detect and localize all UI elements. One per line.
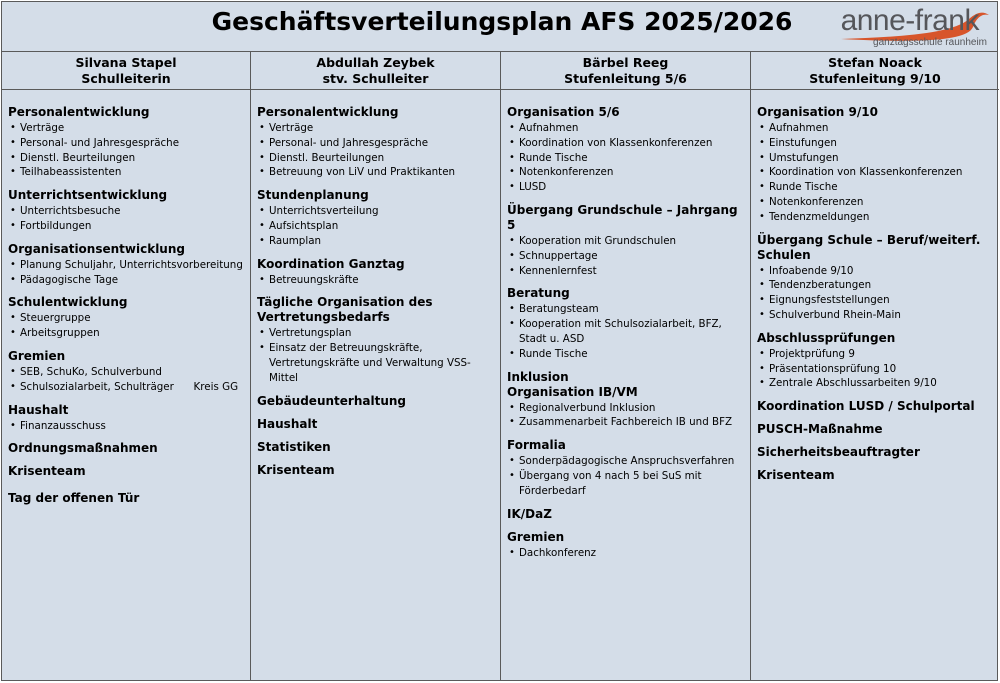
person-role: Stufenleitung 9/10	[809, 71, 941, 86]
section	[757, 445, 993, 460]
column-schulleiterin	[2, 52, 251, 681]
list-item: • Fortbildungen	[8, 219, 244, 234]
section	[507, 203, 744, 278]
list-item: • SEB, SchuKo, Schulverbund	[8, 365, 244, 380]
section-title: Ordnungsmaßnahmen	[8, 441, 158, 456]
section	[8, 441, 244, 456]
section	[757, 233, 993, 323]
section-title: Sicherheitsbeauftragter	[757, 445, 920, 460]
list-item: • Personal- und Jahresgespräche	[257, 136, 494, 151]
section-title: Beratung	[507, 286, 570, 301]
section	[8, 242, 244, 288]
section-title: IK/DaZ	[507, 506, 552, 521]
section-title: Unterrichtsentwicklung	[8, 188, 168, 203]
section-title: Krisenteam	[757, 468, 835, 483]
column-header	[251, 52, 500, 90]
list-item: • Personal- und Jahresgespräche	[8, 136, 244, 151]
list-item: • Unterrichtsbesuche	[8, 204, 244, 219]
list-item: • LUSD	[507, 180, 744, 195]
section-title: Personalentwicklung	[8, 105, 150, 119]
section-list	[507, 234, 744, 278]
section-title: Krisenteam	[8, 464, 86, 479]
section	[257, 295, 494, 385]
list-item: • Sonderpädagogische Anspruchsverfahren	[507, 454, 744, 469]
section	[257, 440, 494, 455]
section-list	[257, 326, 494, 385]
column-stufenleitung-5-6	[501, 52, 751, 681]
list-item: • Notenkonferenzen	[757, 195, 993, 210]
list-item: • Schulsozialarbeit, Schulträger Kreis GG	[8, 380, 244, 395]
list-item: • Kooperation mit Schulsozialarbeit, BFZ, Stadt u. ASD	[507, 317, 744, 347]
section-list	[757, 121, 993, 225]
list-item: • Schnuppertage	[507, 249, 744, 264]
section-list	[257, 121, 494, 180]
distribution-plan	[1, 1, 998, 681]
list-item: • Runde Tische	[507, 151, 744, 166]
list-item: • Runde Tische	[507, 347, 744, 362]
section	[257, 394, 494, 409]
section-title: Gebäudeunterhaltung	[257, 393, 406, 408]
section-title: Statistiken	[257, 439, 331, 454]
list-item: • Arbeitsgruppen	[8, 326, 244, 341]
list-item: • Umstufungen	[757, 151, 993, 166]
list-item: • Zusammenarbeit Fachbereich IB und BFZ	[507, 415, 744, 430]
section	[507, 438, 744, 498]
section	[757, 399, 993, 414]
list-item: • Schulverbund Rhein-Main	[757, 308, 993, 323]
section-title: Übergang Grundschule – Jahrgang 5	[507, 202, 738, 232]
section-title: Gremien	[8, 348, 66, 363]
section	[507, 370, 744, 431]
section-title: Formalia	[507, 438, 566, 453]
list-item: • Koordination von Klassenkonferenzen	[757, 165, 993, 180]
section-title: Organisation 5/6	[507, 105, 620, 119]
section-title: Inklusion Organisation IB/VM	[507, 369, 638, 399]
column-header	[2, 52, 250, 90]
list-item: • Eignungsfeststellungen	[757, 293, 993, 308]
section	[757, 331, 993, 391]
list-item: • Aufnahmen	[507, 121, 744, 136]
section-title: Krisenteam	[257, 462, 335, 477]
title-bar	[2, 2, 997, 52]
section-title: Abschlussprüfungen	[757, 330, 896, 345]
list-item: • Raumplan	[257, 234, 494, 249]
section	[257, 257, 494, 288]
list-item: • Vertretungsplan	[257, 326, 494, 341]
list-item: • Kooperation mit Grundschulen	[507, 234, 744, 249]
column-body	[251, 90, 500, 478]
list-item: • Betreuungskräfte	[257, 273, 494, 288]
section	[757, 422, 993, 437]
section	[257, 417, 494, 432]
list-item: • Dachkonferenz	[507, 546, 744, 561]
page-title: Geschäftsverteilungsplan AFS 2025/2026	[211, 7, 793, 36]
list-item: • Unterrichtsverteilung	[257, 204, 494, 219]
section	[8, 491, 244, 506]
list-item: • Runde Tische	[757, 180, 993, 195]
section-list	[507, 454, 744, 498]
section-list	[507, 302, 744, 361]
list-item: • Tendenzmeldungen	[757, 210, 993, 225]
section	[257, 463, 494, 478]
person-name: Abdullah Zeybek	[316, 55, 435, 70]
section	[8, 403, 244, 434]
section	[507, 286, 744, 361]
section-title: Haushalt	[257, 416, 318, 431]
list-item: • Aufnahmen	[757, 121, 993, 136]
section-title: Gremien	[507, 529, 565, 544]
section	[757, 105, 993, 225]
section-list	[507, 546, 744, 561]
person-role: Schulleiterin	[81, 71, 171, 86]
column-body	[501, 90, 750, 560]
school-logo	[801, 5, 991, 49]
section-list	[757, 264, 993, 323]
section-title: Schulentwicklung	[8, 295, 128, 310]
list-item: • Notenkonferenzen	[507, 165, 744, 180]
person-role: Stufenleitung 5/6	[564, 71, 687, 86]
list-item: • Kennenlernfest	[507, 264, 744, 279]
column-header	[501, 52, 750, 90]
section-title: Organisation 9/10	[757, 105, 878, 119]
list-item: • Planung Schuljahr, Unterrichtsvorbereitung	[8, 258, 244, 273]
section	[507, 507, 744, 522]
section	[8, 464, 244, 479]
section-title: PUSCH-Maßnahme	[757, 422, 883, 437]
logo-subtitle: ganztagsschule raunheim	[873, 37, 987, 48]
column-header	[751, 52, 999, 90]
list-item: • Verträge	[257, 121, 494, 136]
section-list	[8, 204, 244, 234]
list-item: • Koordination von Klassenkonferenzen	[507, 136, 744, 151]
list-item: • Verträge	[8, 121, 244, 136]
section-title: Haushalt	[8, 402, 69, 417]
column-stv-schulleiter	[251, 52, 501, 681]
person-name: Stefan Noack	[828, 55, 922, 70]
column-body	[751, 90, 999, 483]
section-title: Stundenplanung	[257, 188, 369, 203]
list-item: • Regionalverbund Inklusion	[507, 401, 744, 416]
list-item: • Dienstl. Beurteilungen	[8, 151, 244, 166]
section-list	[757, 347, 993, 391]
section	[757, 468, 993, 483]
list-item: • Finanzausschuss	[8, 419, 244, 434]
section	[8, 188, 244, 234]
list-item: • Einsatz der Betreuungskräfte, Vertretungskräfte und Verwaltung VSS-Mittel	[257, 341, 494, 385]
section-list	[8, 121, 244, 180]
section-list	[8, 365, 244, 395]
section-list	[8, 258, 244, 288]
section-title: Koordination LUSD / Schulportal	[757, 399, 975, 414]
section	[257, 105, 494, 180]
logo-wordmark: anne-frank	[840, 4, 979, 37]
section-list	[8, 311, 244, 341]
list-item: • Teilhabeassistenten	[8, 165, 244, 180]
list-item: • Steuergruppe	[8, 311, 244, 326]
section-title: Tägliche Organisation des Vertretungsbedarfs	[257, 295, 433, 325]
person-name: Bärbel Reeg	[582, 55, 669, 70]
person-name: Silvana Stapel	[75, 55, 177, 70]
section-list	[257, 204, 494, 248]
list-item: • Projektprüfung 9	[757, 347, 993, 362]
section-title: Personalentwicklung	[257, 105, 399, 119]
list-item: • Dienstl. Beurteilungen	[257, 151, 494, 166]
section-list	[507, 121, 744, 195]
list-item: • Präsentationsprüfung 10	[757, 362, 993, 377]
section	[507, 105, 744, 195]
section-title: Übergang Schule – Beruf/weiterf. Schulen	[757, 232, 981, 262]
person-role: stv. Schulleiter	[322, 71, 429, 86]
list-item: • Einstufungen	[757, 136, 993, 151]
list-item: • Pädagogische Tage	[8, 273, 244, 288]
column-stufenleitung-9-10	[751, 52, 999, 681]
list-item: • Beratungsteam	[507, 302, 744, 317]
section-title: Tag der offenen Tür	[8, 491, 140, 506]
section-title: Koordination Ganztag	[257, 256, 405, 271]
section	[8, 349, 244, 395]
section-list	[507, 401, 744, 431]
column-body	[2, 90, 250, 506]
list-item: • Übergang von 4 nach 5 bei SuS mit Förderbedarf	[507, 469, 744, 499]
list-item: • Infoabende 9/10	[757, 264, 993, 279]
list-item: • Aufsichtsplan	[257, 219, 494, 234]
list-item: • Zentrale Abschlussarbeiten 9/10	[757, 376, 993, 391]
section	[8, 105, 244, 180]
section	[8, 295, 244, 341]
section	[507, 530, 744, 561]
list-item: • Betreuung von LiV und Praktikanten	[257, 165, 494, 180]
section	[257, 188, 494, 248]
section-list	[257, 273, 494, 288]
list-item: • Tendenzberatungen	[757, 278, 993, 293]
section-list	[8, 419, 244, 434]
section-title: Organisationsentwicklung	[8, 241, 185, 256]
